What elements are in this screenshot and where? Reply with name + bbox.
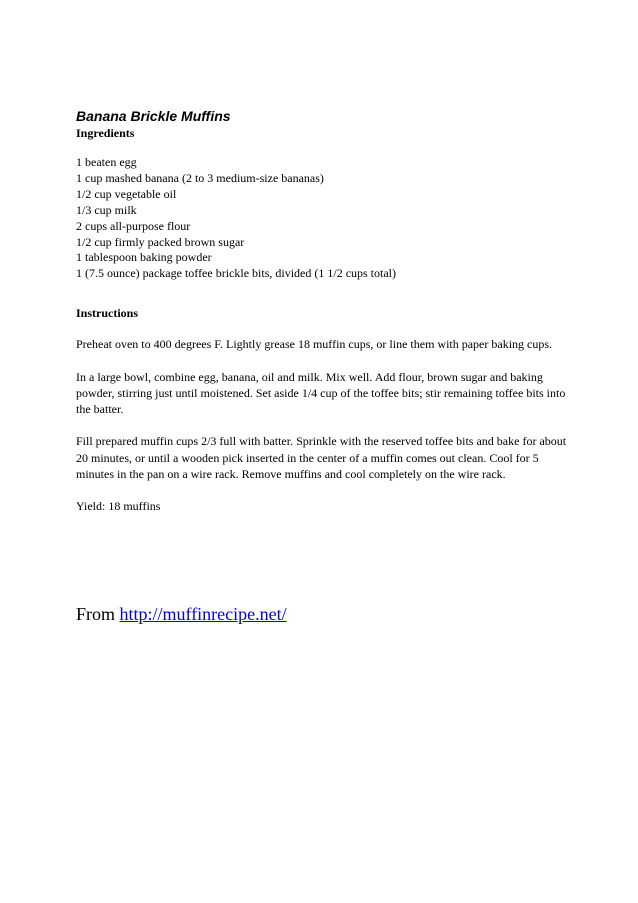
recipe-content bbox=[76, 108, 576, 515]
instruction-step: Preheat oven to 400 degrees F. Lightly grease 18 muffin cups, or line them with paper baking cups. bbox=[76, 337, 553, 352]
ingredient-item: 1/3 cup milk bbox=[76, 202, 137, 217]
ingredient-item: 2 cups all-purpose flour bbox=[76, 218, 191, 233]
ingredient-item: 1 tablespoon baking powder bbox=[76, 250, 212, 265]
instructions-heading: Instructions bbox=[76, 306, 139, 321]
ingredient-item: 1 (7.5 ounce) package toffee brickle bits, divided (1 1/2 cups total) bbox=[76, 266, 397, 281]
ingredients-list bbox=[76, 155, 576, 282]
source-line bbox=[76, 603, 287, 625]
ingredient-item: 1 beaten egg bbox=[76, 155, 137, 169]
ingredient-item: 1/2 cup vegetable oil bbox=[76, 186, 177, 201]
source-prefix: From bbox=[76, 604, 116, 624]
recipe-yield: Yield: 18 muffins bbox=[76, 499, 161, 514]
instruction-step: Fill prepared muffin cups 2/3 full with batter. Sprinkle with the reserved toffee bits and bake for about 20 minutes, or until a wooden pick inserted in the center of a muffin comes out clean. Cool for 5 minutes in the pan on a wire rack. Remove muffins and cool completely on the wire rack. bbox=[76, 434, 567, 482]
instruction-step: In a large bowl, combine egg, banana, oil and milk. Mix well. Add flour, brown sugar and baking powder, stirring just until moistened. Set aside 1/4 cup of the toffee bits; stir remaining toffee bits into the batter. bbox=[76, 369, 566, 417]
source-link[interactable]: http://muffinrecipe.net/ bbox=[119, 604, 287, 624]
ingredient-item: 1 cup mashed banana (2 to 3 medium-size bananas) bbox=[76, 170, 324, 185]
ingredients-heading: Ingredients bbox=[76, 126, 135, 140]
recipe-title: Banana Brickle Muffins bbox=[76, 108, 231, 124]
ingredient-item: 1/2 cup firmly packed brown sugar bbox=[76, 234, 245, 249]
